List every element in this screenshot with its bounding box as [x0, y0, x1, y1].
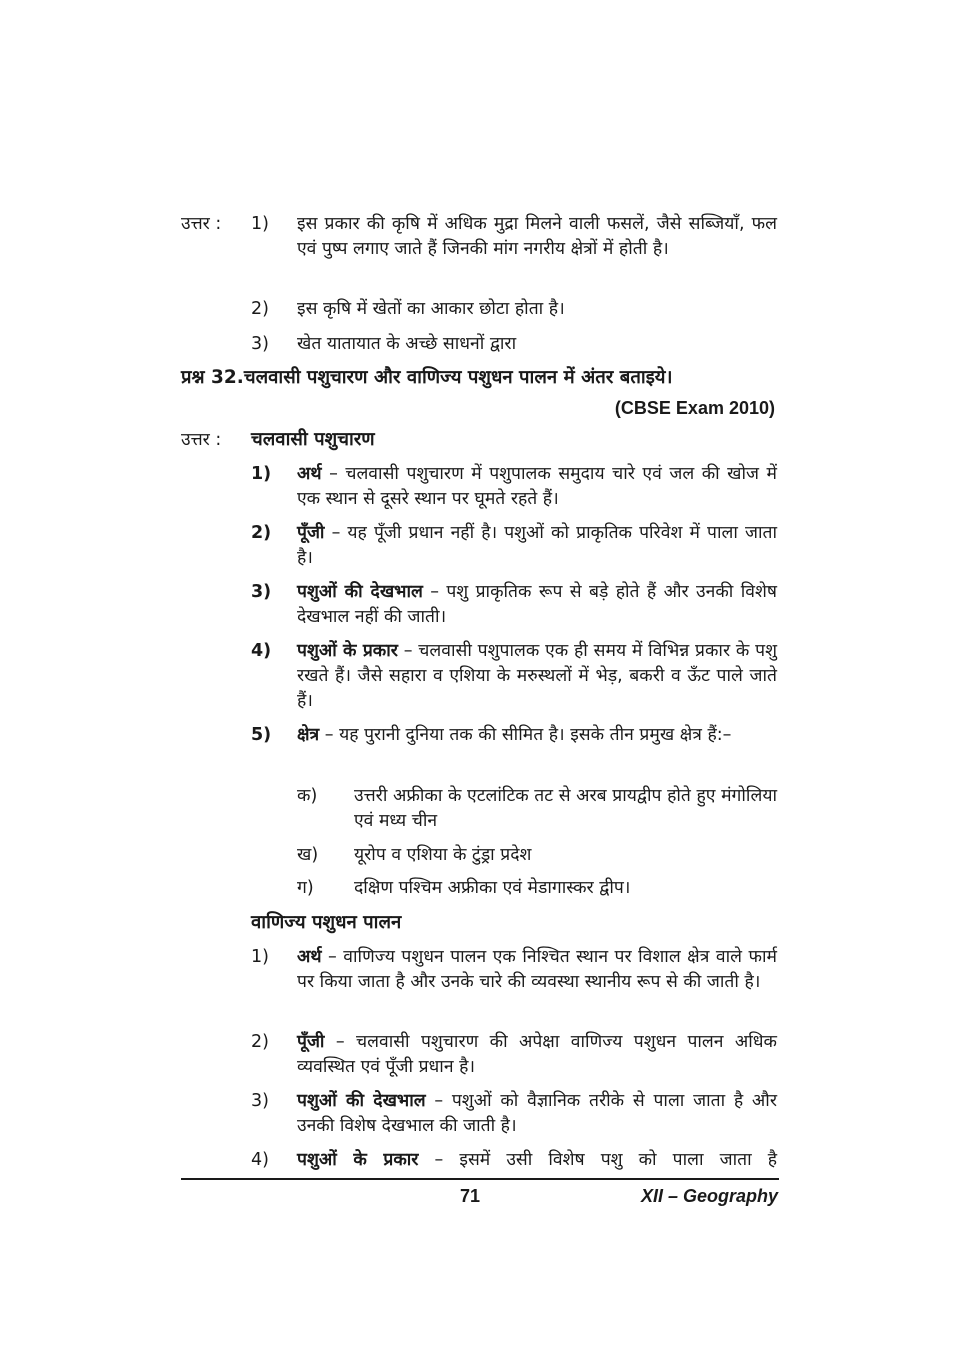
list-item-number: 3)	[251, 1091, 269, 1111]
item-term: पशुओं के प्रकार	[297, 1150, 419, 1170]
list-item-text	[297, 580, 777, 630]
list-item-number: 3)	[251, 334, 269, 354]
item-description: – पशु प्राकृतिक रूप से बड़े होते हैं और उनकी विशेष देखभाल नहीं की जाती।	[297, 582, 777, 627]
question-heading	[181, 365, 673, 391]
item-term: अर्थ	[297, 464, 322, 484]
item-description: – इसमें उसी विशेष पशु को पाला जाता है	[418, 1150, 778, 1170]
item-description: – चलवासी पशुचारण में पशुपालक समुदाय चारे एवं जल की खोज में एक स्थान से दूसरे स्थान पर घूमते रहते हैं।	[297, 464, 777, 509]
sub-item-text: उत्तरी अफ्रीका के एटलांटिक तट से अरब प्रायद्वीप होते हुए मंगोलिया एवं मध्य चीन	[354, 786, 777, 831]
section-title: चलवासी पशुचारण	[251, 429, 375, 450]
item-description: – यह पूँजी प्रधान नहीं है। पशुओं को प्राकृतिक परिवेश में पाला जाता है।	[297, 523, 777, 568]
sub-item-marker: क)	[297, 786, 318, 806]
answer-label: उत्तर :	[181, 214, 222, 234]
list-item-text	[297, 521, 777, 571]
footer-divider	[181, 1178, 779, 1180]
list-item-number: 4)	[251, 1150, 269, 1170]
item-term: पशुओं की देखभाल	[297, 582, 423, 602]
page-number: 71	[460, 1186, 481, 1206]
list-item-text	[297, 462, 777, 512]
list-item-text: इस प्रकार की कृषि में अधिक मुद्रा मिलने वाली फसलें, जैसे सब्जियाँ, फल एवं पुष्प लगाए जाते हैं जिनकी मांग नगरीय क्षेत्रों में होती है।	[297, 214, 777, 259]
answer-label: उत्तर :	[181, 430, 222, 450]
sub-item-marker: ख)	[297, 845, 319, 865]
list-item-number: 4)	[251, 641, 272, 661]
list-item-number: 2)	[251, 523, 272, 543]
list-item-text: इस कृषि में खेतों का आकार छोटा होता है।	[297, 299, 565, 319]
list-item-number: 2)	[251, 299, 269, 319]
list-item-number: 1)	[251, 464, 272, 484]
item-term: पशुओं की देखभाल	[297, 1091, 426, 1111]
item-description: – पशुओं को वैज्ञानिक तरीके से पाला जाता है और उनकी विशेष देखभाल की जाती है।	[297, 1091, 777, 1136]
list-item-text	[297, 1148, 777, 1173]
item-description: – चलवासी पशुचारण की अपेक्षा वाणिज्य पशुधन पालन अधिक व्यवस्थित एवं पूँजी प्रधान है।	[297, 1032, 777, 1077]
list-item-number: 1)	[251, 947, 269, 967]
question-label: प्रश्न 32.	[181, 367, 244, 388]
list-item-number: 5)	[251, 725, 272, 745]
list-item-text	[297, 1089, 777, 1139]
list-item-number: 1)	[251, 214, 269, 234]
item-term: पशुओं के प्रकार	[297, 641, 398, 661]
sub-item-text: यूरोप व एशिया के टुंड्रा प्रदेश	[354, 845, 532, 865]
question-text: चलवासी पशुचारण और वाणिज्य पशुधन पालन में अंतर बताइये।	[243, 367, 673, 388]
list-item-text	[297, 723, 777, 748]
item-term: पूँजी	[297, 1032, 325, 1052]
list-item-number: 3)	[251, 582, 272, 602]
item-term: क्षेत्र	[297, 725, 320, 745]
item-description: – चलवासी पशुपालक एक ही समय में विभिन्न प्रकार के पशु रखते हैं। जैसे सहारा व एशिया के मरुस्थलों में भेड़, बकरी व ऊँट पाले जाते हैं।	[297, 641, 778, 711]
item-description: – वाणिज्य पशुधन पालन एक निश्चित स्थान पर विशाल क्षेत्र वाले फार्म पर किया जाता है और उनके चारे की व्यवस्था स्थानीय रूप से की जाती है।	[297, 947, 777, 992]
sub-item-text: दक्षिण पश्चिम अफ्रीका एवं मेडागास्कर द्वीप।	[354, 878, 631, 898]
list-item-text: खेत यातायात के अच्छे साधनों द्वारा	[297, 334, 517, 354]
item-description: – यह पुरानी दुनिया तक की सीमित है। इसके तीन प्रमुख क्षेत्र हैं:–	[319, 725, 732, 745]
sub-item-marker: ग)	[297, 878, 314, 898]
list-item-text	[297, 639, 777, 714]
list-item-text	[297, 1030, 777, 1080]
exam-source: (CBSE Exam 2010)	[614, 398, 775, 418]
list-item-text	[297, 945, 777, 995]
item-term: पूँजी	[297, 523, 325, 543]
section-title: वाणिज्य पशुधन पालन	[251, 912, 402, 933]
footer-title: XII – Geography	[640, 1186, 778, 1206]
item-term: अर्थ	[297, 947, 322, 967]
list-item-number: 2)	[251, 1032, 269, 1052]
